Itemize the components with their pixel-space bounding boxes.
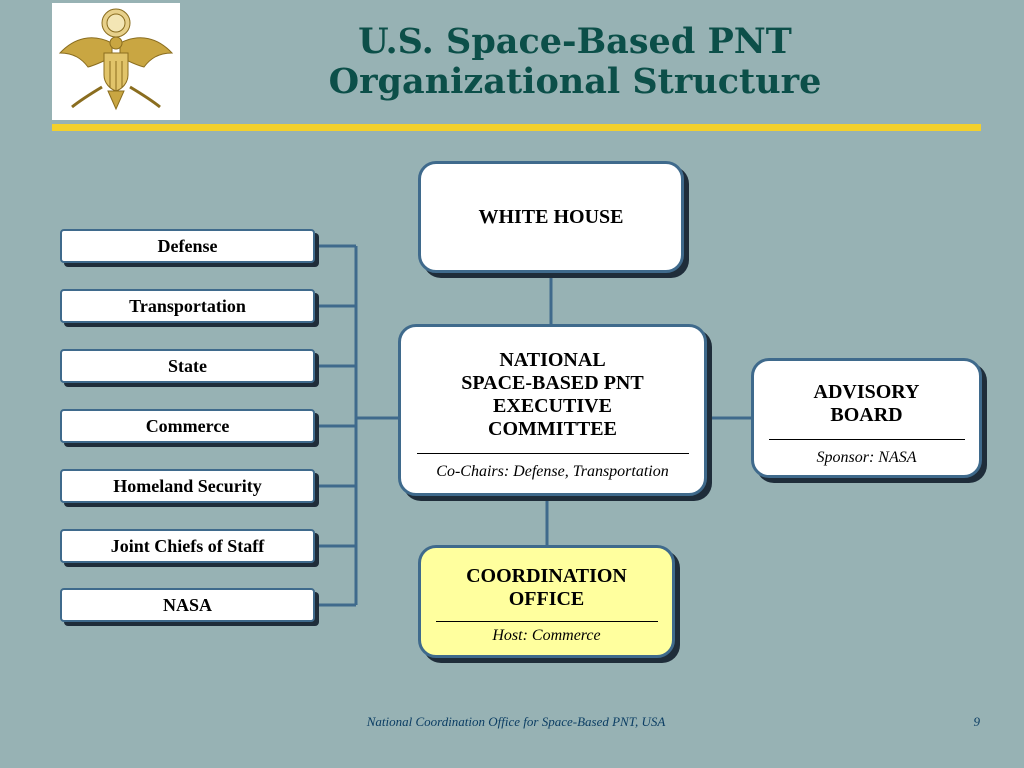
coordination-office-box bbox=[418, 545, 675, 658]
advisory-line-2: BOARD bbox=[830, 404, 903, 426]
coordination-host: Host: Commerce bbox=[492, 627, 601, 644]
coordination-separator bbox=[436, 621, 658, 622]
committee-line-4: COMMITTEE bbox=[488, 418, 617, 440]
white-house-box bbox=[418, 161, 684, 273]
coordination-line-1: COORDINATION bbox=[466, 565, 627, 587]
executive-committee-box bbox=[398, 324, 707, 496]
title-line-2: Organizational Structure bbox=[328, 61, 822, 102]
page-number: 9 bbox=[973, 714, 980, 729]
dept-homeland-security: Homeland Security bbox=[60, 469, 315, 503]
dept-transportation: Transportation bbox=[60, 289, 315, 323]
advisory-separator bbox=[769, 439, 965, 440]
dept-joint-chiefs: Joint Chiefs of Staff bbox=[60, 529, 315, 563]
committee-separator bbox=[417, 453, 689, 454]
title-line-1: U.S. Space-Based PNT bbox=[358, 21, 792, 62]
advisory-board-box bbox=[751, 358, 982, 478]
committee-line-2: SPACE-BASED PNT bbox=[461, 372, 644, 394]
coordination-line-2: OFFICE bbox=[508, 588, 585, 610]
advisory-line-1: ADVISORY bbox=[813, 381, 920, 403]
dept-nasa: NASA bbox=[60, 588, 315, 622]
dept-commerce: Commerce bbox=[60, 409, 315, 443]
committee-line-1: NATIONAL bbox=[499, 349, 606, 371]
footer-text: National Coordination Office for Space-Based PNT, USA bbox=[366, 714, 666, 729]
advisory-sponsor: Sponsor: NASA bbox=[816, 449, 917, 466]
dept-state: State bbox=[60, 349, 315, 383]
white-house-label: WHITE HOUSE bbox=[478, 205, 624, 228]
committee-line-3: EXECUTIVE bbox=[493, 395, 612, 417]
committee-co-chairs: Co-Chairs: Defense, Transportation bbox=[436, 463, 669, 480]
dept-defense: Defense bbox=[60, 229, 315, 263]
